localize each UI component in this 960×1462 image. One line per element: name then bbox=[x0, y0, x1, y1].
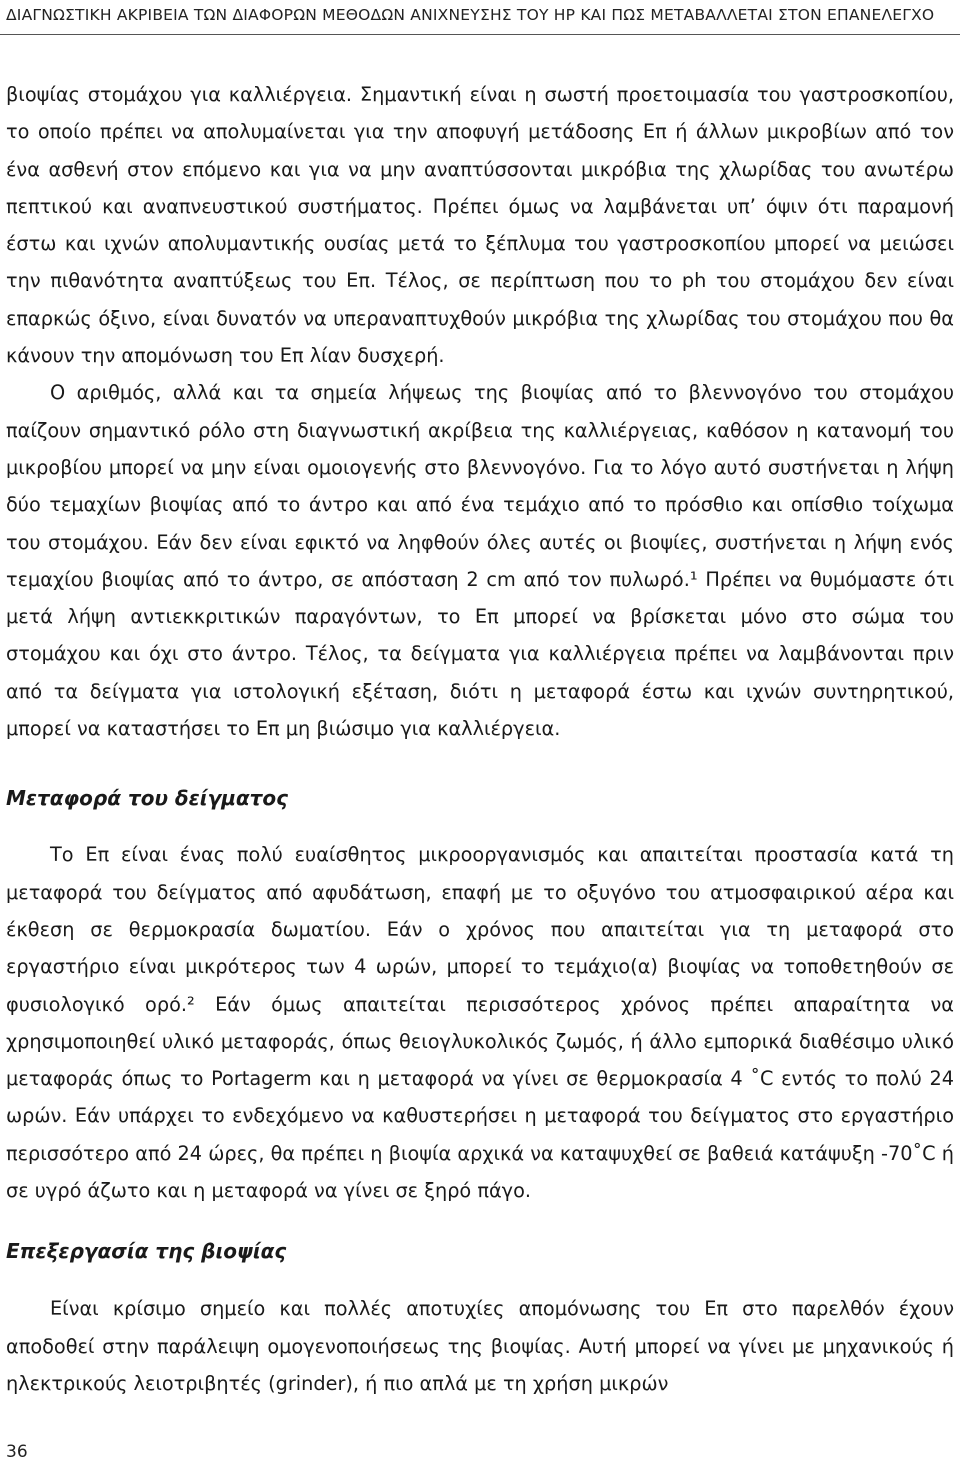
running-header: ΔΙΑΓΝΩΣΤΙΚΗ ΑΚΡΙΒΕΙΑ ΤΩΝ ΔΙΑΦΟΡΩΝ ΜΕΘΟΔΩΝ ΑΝΙΧΝΕΥΣΗΣ ΤΟΥ HP ΚΑΙ ΠΩΣ ΜΕΤΑΒΑΛΛΕΤΑΙ ΣΤΟΝ ΕΠΑΝΕΛΕΓΧΟ bbox=[6, 6, 935, 24]
body-paragraph: Το Επ είναι ένας πολύ ευαίσθητος μικροοργανισμός και απαιτείται προστασία κατά τη μεταφορά του δείγματος από αφυδάτωση, επαφή με το οξυγόνο του ατμοσφαιρικού αέρα και έκθεση σε θερμοκρασία δωματίου. Εάν ο χρόνος που απαιτείται για τη μεταφορά στο εργαστήριο είναι μικρότερος των 4 ωρών, μπορεί το τεμάχιο(α) βιοψίας να τοποθετηθούν σε φυσιολογικό ορό.² Εάν όμως απαιτείται περισσότερος χρόνος πρέπει απαραίτητα να χρησιμοποιηθεί υλικό μεταφοράς, όπως θειογλυκολικός ζωμός, ή άλλο εμπορικά διαθέσιμο υλικό μεταφοράς όπως το Portagerm και η μεταφορά να γίνει σε θερμοκρασία 4 ˚C εντός το πολύ 24 ωρών. Εάν υπάρχει το ενδεχόμενο να καθυστερήσει η μεταφορά του δείγματος στο εργαστήριο περισσότερο από 24 ώρες, θα πρέπει η βιοψία αρχικά να καταψυχθεί σε βαθειά κατάψυξη -70˚C ή σε υγρό άζωτο και η μεταφορά να γίνει σε ξηρό πάγο. bbox=[6, 843, 954, 1203]
header-divider bbox=[0, 34, 960, 35]
body-paragraph: Είναι κρίσιμο σημείο και πολλές αποτυχίες απομόνωσης του Επ στο παρελθόν έχουν αποδοθεί στην παράλειψη ομογενοποιήσεως της βιοψίας. Αυτή μπορεί να γίνει με μηχανικούς ή ηλεκτρικούς λειοτριβητές (grinder), ή πιο απλά με τη χρήση μικρών bbox=[6, 1297, 954, 1395]
body-paragraph: Ο αριθμός, αλλά και τα σημεία λήψεως της βιοψίας από το βλεννογόνο του στομάχου παίζουν σημαντικό ρόλο στη διαγνωστική ακρίβεια της καλλιέργειας, καθόσον η κατανομή του μικροβίου μπορεί να μην είναι ομοιογενής στο βλεννογόνο. Για το λόγο αυτό συστήνεται η λήψη δύο τεμαχίων βιοψίας από το άντρο και από ένα τεμάχιο από το πρόσθιο και οπίσθιο τοίχωμα του στομάχου. Εάν δεν είναι εφικτό να ληφθούν όλες αυτές οι βιοψίες, συστήνεται η λήψη ενός τεμαχίου βιοψίας από το άντρο, σε απόσταση 2 cm από τον πυλωρό.¹ Πρέπει να θυμόμαστε ότι μετά λήψη αντιεκκριτικών παραγόντων, το Επ μπορεί να βρίσκεται μόνο στο σώμα του στομάχου και όχι στο άντρο. Τέλος, τα δείγματα για καλλιέργεια πρέπει να λαμβάνονται πριν από τα δείγματα για ιστολογική εξέταση, διότι η μεταφορά έστω και ιχνών συντηρητικού, μπορεί να καταστήσει το Επ μη βιώσιμο για καλλιέργεια. bbox=[6, 381, 954, 741]
body-paragraph: βιοψίας στομάχου για καλλιέργεια. Σημαντική είναι η σωστή προετοιμασία του γαστροσκοπίου, το οποίο πρέπει να απολυμαίνεται για την αποφυγή μετάδοσης Επ ή άλλων μικροβίων από τον ένα ασθενή στον επόμενο και για να μην αναπτύσσονται μικρόβια της χλωρίδας του ανωτέρω πεπτικού και αναπνευστικού συστήματος. Πρέπει όμως να λαμβάνεται υπ’ όψιν ότι παραμονή έστω και ιχνών απολυμαντικής ουσίας μετά το ξέπλυμα του γαστροσκοπίου μπορεί να μειώσει την πιθανότητα αναπτύξεως του Επ. Τέλος, σε περίπτωση που το ph του στομάχου δεν είναι επαρκώς όξινο, είναι δυνατόν να υπεραναπτυχθούν μικρόβια της χλωρίδας του στομάχου που θα κάνουν την απομόνωση του Επ λίαν δυσχερή. bbox=[6, 83, 954, 368]
section-heading: Επεξεργασία της βιοψίας bbox=[6, 1239, 287, 1264]
section-heading: Μεταφορά του δείγματος bbox=[6, 786, 289, 811]
page-number: 36 bbox=[6, 1442, 28, 1462]
page-body bbox=[6, 76, 954, 1402]
